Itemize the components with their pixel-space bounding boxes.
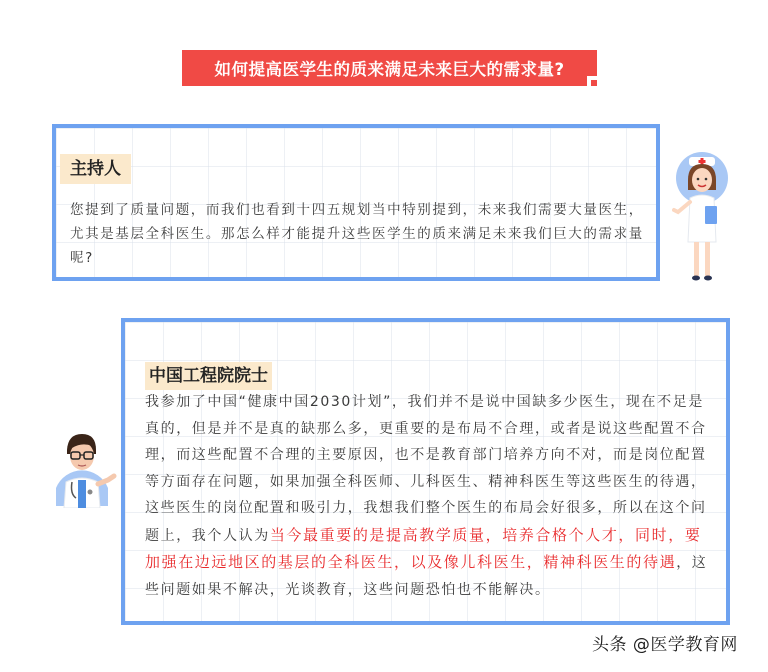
guest-answer-card — [121, 318, 730, 625]
speaker-label-host: 主持人 — [60, 154, 131, 184]
host-question-text: 您提到了质量问题，而我们也看到十四五规划当中特别提到，未来我们需要大量医生，尤其是基层全科医生。那怎么样才能提升这些医学生的质来满足未来我们巨大的需求量呢? — [70, 202, 644, 266]
host-question-card — [52, 124, 660, 281]
decorative-corner — [591, 80, 597, 86]
article-title: 如何提高医学生的质来满足未来巨大的需求量? — [214, 60, 565, 79]
answer-text-part-1: 我参加了中国“健康中国2030计划”，我们并不是说中国缺多少医生，现在不足是真的，但是并不是真的缺那么多，更重要的是布局不合理，或者是说这些配置不合理，而这些配置不合理的主要原因，也不是教育部门培养方向不对，而是岗位配置等方面存在问题，如果加强全科医师、儿科医生、精神科医生等这些医生的待遇，这些医生的岗位配置和吸引力，我想我们整个医生的布局会好很多，所以在这个问题上，我个人认为 — [145, 394, 707, 544]
source-watermark: 头条 @医学教育网 — [592, 635, 738, 655]
guest-answer-text — [145, 389, 710, 603]
speaker-label-guest: 中国工程院院士 — [145, 362, 272, 390]
doctor-avatar-icon — [52, 428, 117, 508]
nurse-avatar-icon — [672, 150, 732, 290]
answer-text-part-2: ，这些问题如果不解决，光谈教育，这些问题恐怕也不能解决。 — [145, 555, 708, 598]
answer-highlighted-text: 当今最重要的是提高教学质量，培养合格个人才，同时，要加强在边远地区的基层的全科医生，以及像儿科医生，精神科医生的待遇 — [145, 525, 702, 571]
article-title-banner — [182, 50, 597, 86]
